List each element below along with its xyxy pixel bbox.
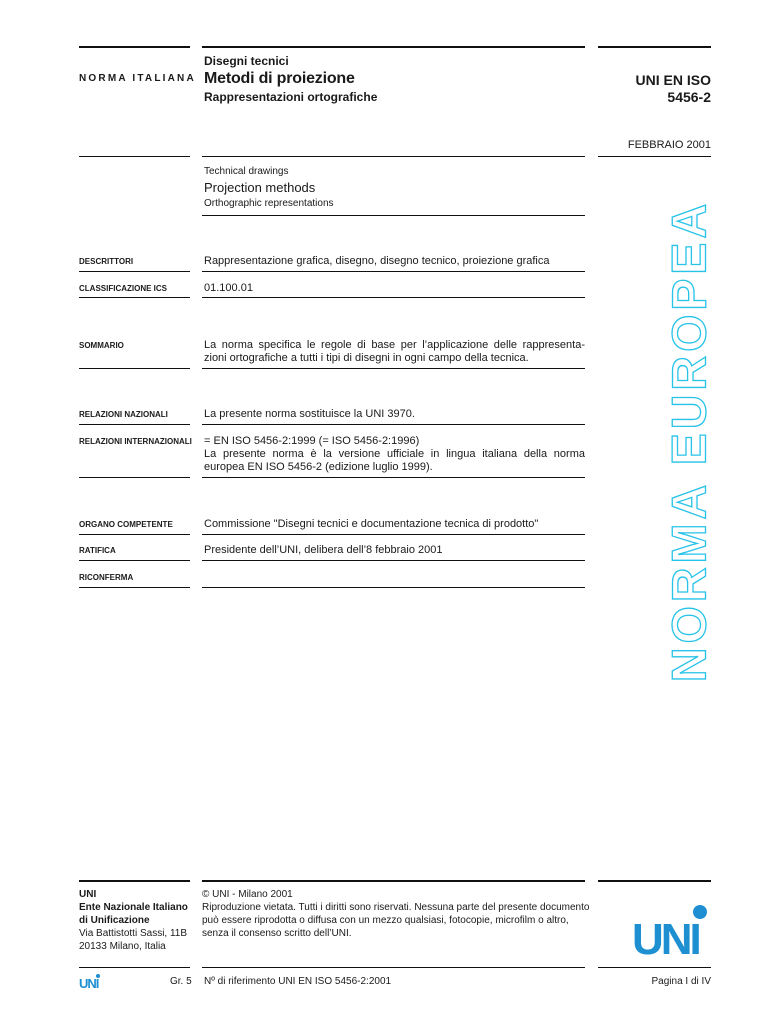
norma-italiana-label: NORMA ITALIANA — [79, 73, 196, 84]
label-riconferma: RICONFERMA — [79, 573, 134, 582]
label-relazioni-nazionali: RELAZIONI NAZIONALI — [79, 410, 168, 419]
rule-header-mid — [202, 156, 585, 157]
rule-header-right — [598, 156, 711, 157]
value-descrittori: Rappresentazione grafica, disegno, disegno tecnico, proiezione grafica — [204, 255, 550, 267]
org-address-1: Via Battistotti Sassi, 11B — [79, 928, 188, 939]
footer-rule-left — [79, 880, 190, 882]
org-short: UNI — [79, 889, 97, 900]
standard-code-line2: 5456-2 — [667, 89, 711, 105]
footer-copyright-block — [202, 888, 592, 940]
rule-descrittori-left — [79, 271, 190, 272]
footer-rule-right — [598, 880, 711, 882]
bottom-rule-right — [598, 967, 711, 968]
standard-code — [636, 72, 711, 106]
rule-sommario-mid — [202, 368, 585, 369]
uni-logo-text: UNI — [632, 915, 699, 958]
value-ratifica: Presidente dell’UNI, delibera dell’8 febbraio 2001 — [204, 544, 443, 556]
subtitle-it: Rappresentazioni ortografiche — [204, 90, 378, 104]
title-en: Projection methods — [204, 180, 316, 195]
uni-logo-small-text: UNI — [79, 976, 99, 989]
rule-organo-left — [79, 534, 190, 535]
org-address-2: 20133 Milano, Italia — [79, 941, 166, 952]
subtitle-en: Orthographic representations — [204, 198, 334, 209]
rule-relazioni-nazionali-mid — [202, 424, 585, 425]
rule-organo-mid — [202, 534, 585, 535]
label-sommario: SOMMARIO — [79, 341, 124, 350]
value-sommario: La norma specifica le regole di base per l’applicazione delle rappresenta- zioni ortografiche a tutti i tipi di disegni in ogni campo della tecnica. — [204, 339, 585, 364]
rule-ratifica-left — [79, 560, 190, 561]
category-it: Disegni tecnici — [204, 54, 289, 68]
label-ratifica: RATIFICA — [79, 546, 116, 555]
norma-europea-banner: NORMA EUROPEA — [663, 199, 717, 683]
label-descrittori: DESCRITTORI — [79, 257, 134, 266]
publication-date: FEBBRAIO 2001 — [627, 139, 711, 151]
label-relazioni-internazionali: RELAZIONI INTERNAZIONALI — [79, 437, 192, 446]
standard-code-line1: UNI EN ISO — [635, 72, 711, 88]
org-name-1: Ente Nazionale Italiano — [79, 902, 188, 913]
rule-relazioni-internazionali-left — [79, 477, 190, 478]
rule-relazioni-internazionali-mid — [202, 477, 585, 478]
uni-logo-small-icon — [79, 971, 101, 989]
category-en: Technical drawings — [204, 166, 289, 177]
page-number: Pagina I di IV — [651, 976, 711, 987]
group-number: Gr. 5 — [170, 976, 192, 987]
rule-descrittori-mid — [202, 271, 585, 272]
value-organo: Commissione "Disegni tecnici e documentazione tecnica di prodotto" — [204, 518, 539, 530]
copyright-line: © UNI - Milano 2001 — [202, 889, 293, 900]
top-rule-left — [79, 46, 190, 48]
uni-logo-small — [79, 971, 101, 989]
footer-organization — [79, 888, 188, 953]
footer-rule-mid — [202, 880, 585, 882]
uni-logo-large — [632, 890, 712, 958]
reference-number: Nº di riferimento UNI EN ISO 5456-2:2001 — [204, 976, 392, 987]
rule-english — [202, 215, 585, 216]
top-rule-mid — [202, 46, 585, 48]
bottom-rule-mid — [202, 967, 585, 968]
org-name-2: di Unificazione — [79, 915, 150, 926]
uni-logo-large-icon — [632, 890, 712, 958]
value-relazioni-internazionali-2: La presente norma è la versione ufficiale in lingua italiana della norma europea EN ISO 5456-2 (edizione luglio 1999). — [204, 448, 585, 473]
value-relazioni-internazionali-1: = EN ISO 5456-2:1999 (= ISO 5456-2:1996) — [204, 435, 420, 447]
rights-text: Riproduzione vietata. Tutti i diritti sono riservati. Nessuna parte del presente documento può essere riprodotta o diffusa con un mezzo qualsiasi, fotocopie, microfilm o altro, senza il consenso scritto dell’UNI. — [202, 902, 590, 939]
rule-sommario-left — [79, 368, 190, 369]
rule-riconferma-mid — [202, 587, 585, 588]
rule-ratifica-mid — [202, 560, 585, 561]
value-classificazione: 01.100.01 — [204, 282, 253, 294]
top-rule-right — [598, 46, 711, 48]
value-relazioni-nazionali: La presente norma sostituisce la UNI 3970. — [204, 408, 415, 420]
label-organo: ORGANO COMPETENTE — [79, 520, 173, 529]
title-it: Metodi di proiezione — [204, 70, 355, 87]
label-classificazione: CLASSIFICAZIONE ICS — [79, 284, 168, 293]
rule-classificazione-mid — [202, 297, 585, 298]
rule-header-left — [79, 156, 190, 157]
rule-riconferma-left — [79, 587, 190, 588]
rule-relazioni-nazionali-left — [79, 424, 190, 425]
bottom-rule-left — [79, 967, 190, 968]
rule-classificazione-left — [79, 297, 190, 298]
